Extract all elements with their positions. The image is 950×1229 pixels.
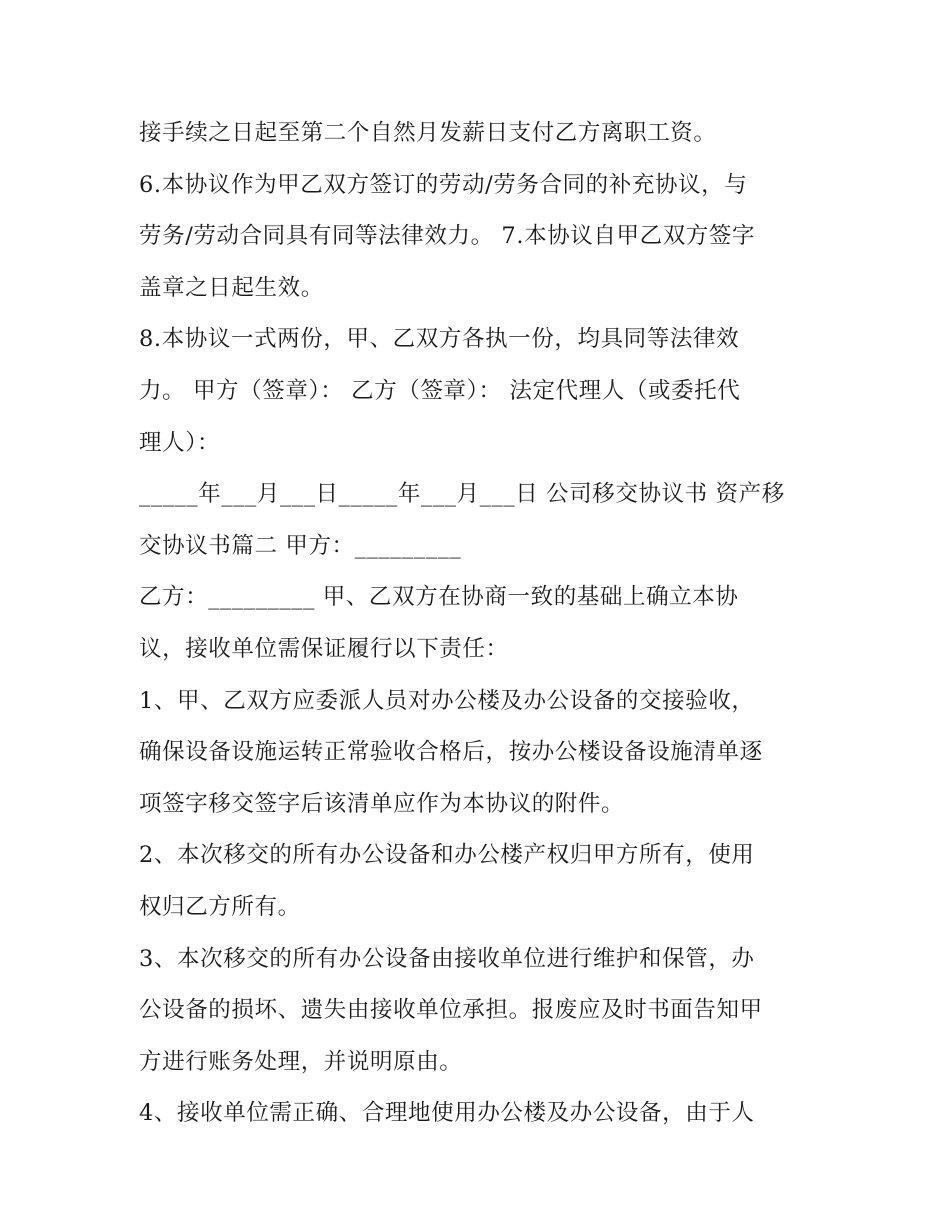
document-body bbox=[139, 108, 819, 1140]
text-line: 公设备的损坏、遗失由接收单位承担。报废应及时书面告知甲 bbox=[139, 997, 763, 1024]
text-line: _____年___月___日_____年___月___日 公司移交协议书 资产移 bbox=[139, 481, 785, 508]
text-line: 确保设备设施运转正常验收合格后，按办公楼设备设施清单逐 bbox=[139, 739, 763, 766]
text-line: 接手续之日起至第二个自然月发薪日支付乙方离职工资。 bbox=[139, 120, 717, 146]
text-line: 理人）： bbox=[139, 429, 221, 456]
text-line: 力。 甲方（签章）： 乙方（签章）： 法定代理人（或委托代 bbox=[139, 377, 741, 404]
text-line: 3、本次移交的所有办公设备由接收单位进行维护和保管，办 bbox=[139, 945, 755, 972]
text-line: 盖章之日起生效。 bbox=[139, 274, 324, 301]
text-line: 乙方：_________ 甲、乙双方在协商一致的基础上确立本协 bbox=[139, 584, 739, 611]
text-line: 8.本协议一式两份，甲、乙双方各执一份，均具同等法律效 bbox=[139, 326, 740, 353]
text-line: 交协议书篇二 甲方：_________ bbox=[139, 532, 462, 559]
text-line: 议，接收单位需保证履行以下责任： bbox=[139, 635, 509, 662]
text-line: 6.本协议作为甲乙双方签订的劳动/劳务合同的补充协议，与 bbox=[139, 171, 748, 198]
text-line: 2、本次移交的所有办公设备和办公楼产权归甲方所有，使用 bbox=[139, 842, 755, 869]
text-line: 项签字移交签字后该清单应作为本协议的附件。 bbox=[139, 790, 625, 817]
text-line: 劳务/劳动合同具有同等法律效力。 7.本协议自甲乙双方签字 bbox=[139, 223, 756, 250]
text-line: 方进行账务处理，并说明原由。 bbox=[139, 1048, 463, 1075]
text-line: 权归乙方所有。 bbox=[139, 893, 301, 920]
text-line: 1、甲、乙双方应委派人员对办公楼及办公设备的交接验收， bbox=[139, 687, 755, 714]
text-line: 4、接收单位需正确、合理地使用办公楼及办公设备，由于人 bbox=[139, 1100, 755, 1127]
